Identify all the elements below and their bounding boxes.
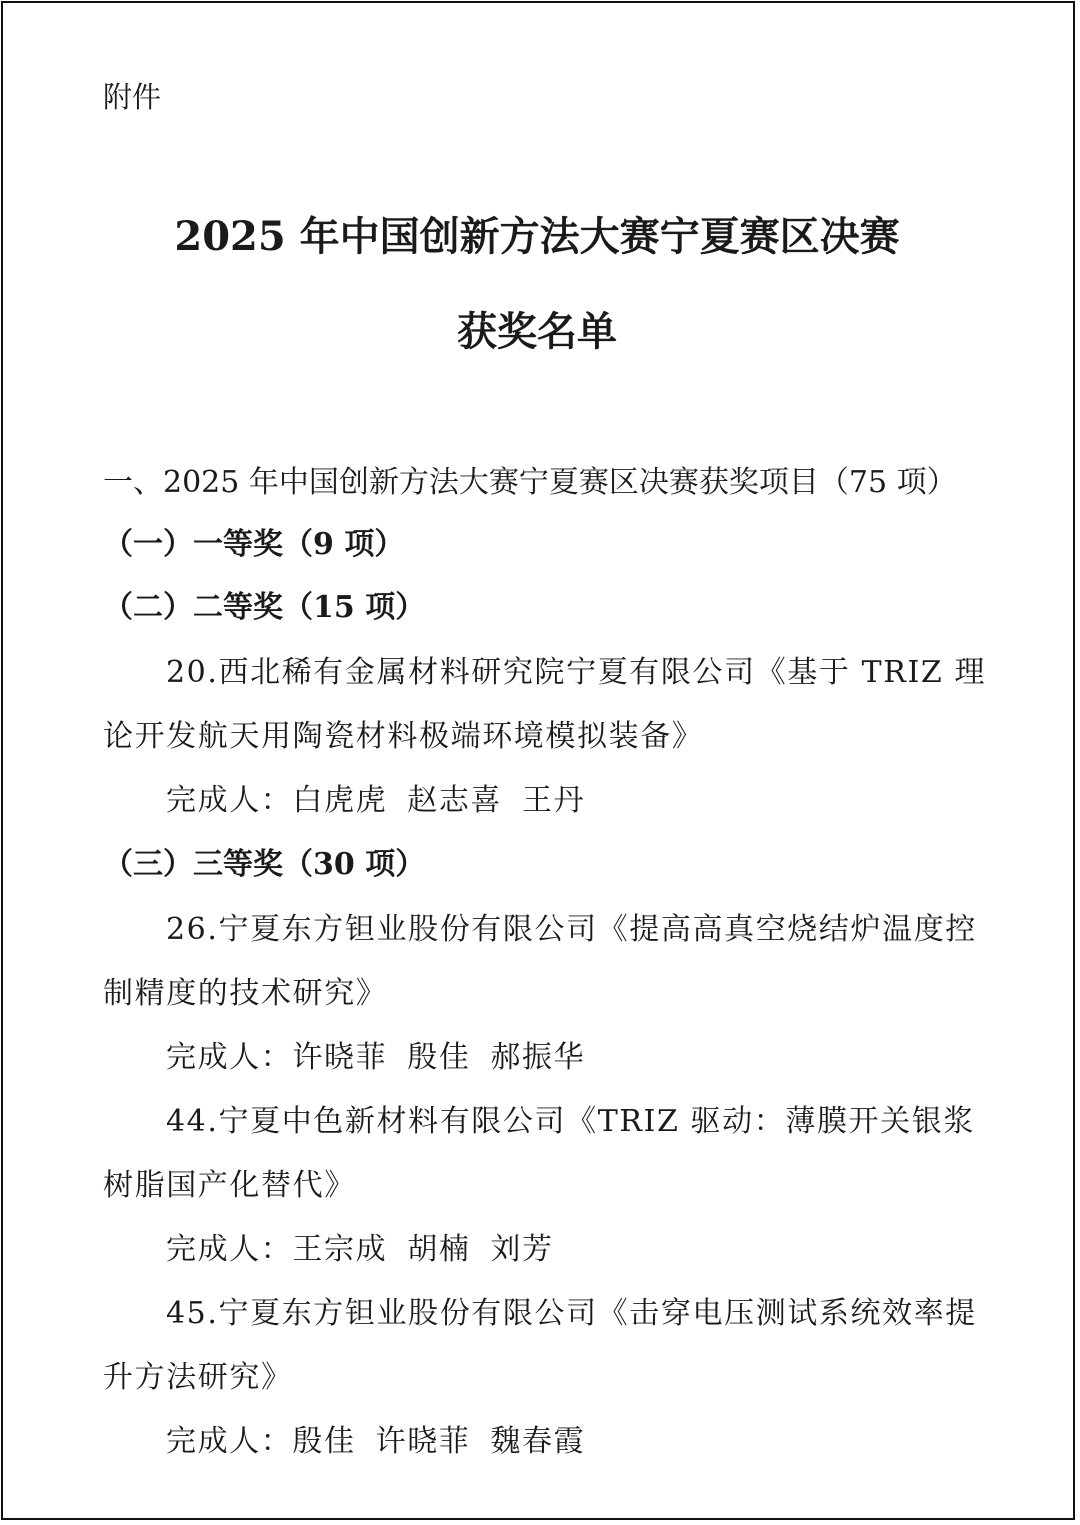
contributor-name: 殷佳 xyxy=(407,1040,471,1075)
entry-contributors xyxy=(166,1422,585,1462)
contributor-name: 胡楠 xyxy=(407,1232,471,1267)
third-prize-heading: （三）三等奖（30 项） xyxy=(103,847,426,882)
contributor-name: 许晓菲 xyxy=(375,1424,471,1459)
entry-title-line: 20.西北稀有金属材料研究院宁夏有限公司《基于 TRIZ 理 xyxy=(166,655,987,690)
contributors-label: 完成人： xyxy=(166,1424,293,1459)
contributor-name: 王宗成 xyxy=(292,1232,388,1267)
contributor-name: 许晓菲 xyxy=(292,1040,388,1075)
contributor-name: 殷佳 xyxy=(292,1424,356,1459)
contributor-name: 魏春霞 xyxy=(490,1424,586,1459)
contributor-name: 白虎虎 xyxy=(292,783,388,818)
attachment-label: 附件 xyxy=(103,80,162,114)
entry-title-continuation: 升方法研究》 xyxy=(103,1360,293,1395)
entry-title-continuation: 论开发航天用陶瓷材料极端环境模拟装备》 xyxy=(103,719,704,754)
contributor-name: 赵志喜 xyxy=(407,783,503,818)
entry-title-line: 45.宁夏东方钽业股份有限公司《击穿电压测试系统效率提 xyxy=(166,1296,977,1331)
entry-contributors xyxy=(166,1038,585,1078)
first-prize-heading: （一）一等奖（9 项） xyxy=(103,527,405,562)
second-prize-heading: （二）二等奖（15 项） xyxy=(103,590,426,625)
contributor-name: 刘芳 xyxy=(490,1232,554,1267)
document-title-line-1: 2025 年中国创新方法大赛宁夏赛区决赛 xyxy=(174,213,900,260)
entry-title-continuation: 制精度的技术研究》 xyxy=(103,976,388,1011)
contributor-name: 郝振华 xyxy=(490,1040,586,1075)
section-heading: 一、2025 年中国创新方法大赛宁夏赛区决赛获奖项目（75 项） xyxy=(103,465,957,500)
contributor-name: 王丹 xyxy=(522,783,586,818)
entry-contributors xyxy=(166,1230,554,1270)
entry-contributors xyxy=(166,781,585,821)
entry-title-continuation: 树脂国产化替代》 xyxy=(103,1168,356,1203)
entry-title-line: 44.宁夏中色新材料有限公司《TRIZ 驱动：薄膜开关银浆 xyxy=(166,1104,975,1139)
contributors-label: 完成人： xyxy=(166,1040,293,1075)
contributors-label: 完成人： xyxy=(166,1232,293,1267)
document-title-line-2: 获奖名单 xyxy=(457,308,617,355)
entry-title-line: 26.宁夏东方钽业股份有限公司《提高高真空烧结炉温度控 xyxy=(166,912,977,947)
contributors-label: 完成人： xyxy=(166,783,293,818)
